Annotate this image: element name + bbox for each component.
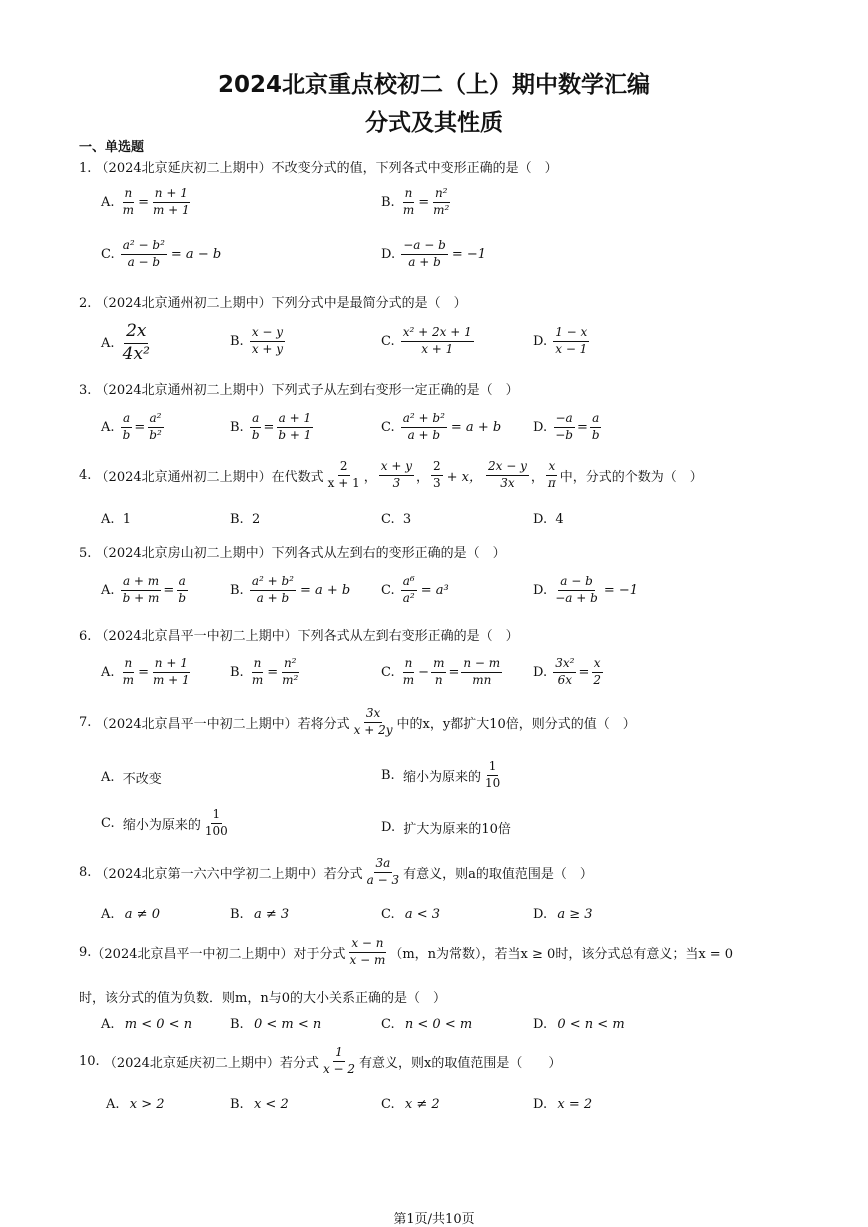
question-4-option-c: C. 3 xyxy=(381,512,412,527)
question-4-option-d: D. 4 xyxy=(533,512,564,527)
question-3-option-a: A. $\frac{a}{b}$ = $\frac{\text{a²}}{\text{b²}}$ xyxy=(101,411,162,442)
question-7-option-b: B. 缩小为原来的 1 10 xyxy=(381,759,501,790)
question-4-stem: 4. （2024北京通州初二上期中） 在代数式 2 x + 1 ， x + y 3 ， 2 3 + x， 2x − y 3x ， x π 中，分式的个数为（ ） xyxy=(79,459,703,490)
question-2-option-b: B. x − y x + y xyxy=(230,325,284,356)
question-6-stem: 6. （2024北京昌平一中初二上期中）下列各式从左到右变形正确的是（ ） xyxy=(79,629,519,644)
question-6-option-a: A. $\frac{n}{m}$ = $\frac{n + 1}{m + 1}$ xyxy=(101,656,190,687)
question-10-option-b: B. x < 2 xyxy=(230,1097,289,1112)
question-3-stem: 3. （2024北京通州初二上期中）下列式子从左到右变形一定正确的是（ ） xyxy=(79,383,519,398)
question-8-option-b: B. a ≠ 3 xyxy=(230,907,290,922)
question-7-option-c: C. 缩小为原来的 1 100 xyxy=(101,807,228,838)
question-2-option-c: C. x² + 2x + 1 x + 1 xyxy=(381,325,472,356)
question-6-option-c: C. n m − $\frac{m}{n}$ = $\frac{n - m}{mn}$ xyxy=(381,656,501,687)
question-4-option-a: A. 1 xyxy=(101,512,132,527)
document-subtitle: 分式及其性质 xyxy=(365,110,503,136)
question-5-option-b: B. $\frac{\text{a² + b²}}{a + b}$ = a + b xyxy=(230,574,351,605)
question-9-option-a: A. m < 0 < n xyxy=(101,1017,193,1032)
question-7-option-a: A. 不改变 xyxy=(101,770,162,787)
question-1-stem: 1. （2024北京延庆初二上期中）不改变分式的值，下列各式中变形正确的是（ ） xyxy=(79,161,558,176)
question-6-option-d: D. $\frac{\text{3x²}}{6x}$ = $\frac{x}{2}$ xyxy=(533,656,601,687)
question-1-option-d: D. $\frac{-a - b}{a + b}$ = −1 xyxy=(381,238,487,269)
question-5-option-d: D. $\frac{a - b}{-a + b}$ = −1 xyxy=(533,574,639,605)
question-5-option-a: A. $\frac{a + m}{b + m}$ = $\frac{a}{b}$ xyxy=(101,574,187,605)
question-5-option-c: C. $\frac{\text{a⁶}}{\text{a²}}$ = a³ xyxy=(381,574,449,605)
question-10-option-a: A. x > 2 xyxy=(106,1097,165,1112)
question-8-option-c: C. a < 3 xyxy=(381,907,441,922)
question-9-option-c: C. n < 0 < m xyxy=(381,1017,473,1032)
question-2-option-a: A. 2x 4x² xyxy=(101,321,150,364)
question-6-option-b: B. $\frac{n}{m}$ = $\frac{\text{n²}}{\text{m²}}$ xyxy=(230,656,299,687)
question-5-stem: 5. （2024北京房山初二上期中）下列各式从左到右的变形正确的是（ ） xyxy=(79,546,506,561)
question-2-stem: 2. （2024北京通州初二上期中）下列分式中是最简分式的是（ ） xyxy=(79,296,467,311)
question-9-stem: 9. （2024北京昌平一中初二上期中） 对于分式 x − n x − m （m，n为常数），若当x ≥ 0时，该分式总有意义；当x = 0 xyxy=(79,936,734,967)
question-4-option-b: B. 2 xyxy=(230,512,261,527)
page-footer: 第1页/共10页 xyxy=(393,1212,475,1227)
question-9-option-d: D. 0 < n < m xyxy=(533,1017,625,1032)
question-10-option-c: C. x ≠ 2 xyxy=(381,1097,440,1112)
question-9-option-b: B. 0 < m < n xyxy=(230,1017,322,1032)
question-3-option-d: D. $\frac{-a}{-b}$ = $\frac{a}{b}$ xyxy=(533,411,600,442)
question-7-option-d: D. 扩大为原来的10倍 xyxy=(381,820,511,837)
question-1-option-a: A. $\frac{n}{m}$ = $\frac{n + 1}{m + 1}$ xyxy=(101,186,190,217)
question-8-option-d: D. a ≥ 3 xyxy=(533,907,593,922)
question-8-stem: 8. （2024北京第一六六中学初二上期中） 若分式 3a a − 3 有意义，则a的取值范围是（ ） xyxy=(79,856,593,887)
question-3-option-c: C. $\frac{\text{a² + b²}}{a + b}$ = a + b xyxy=(381,411,502,442)
question-1-option-b: B. $\frac{n}{m}$ = $\frac{\text{n²}}{\text{m²}}$ xyxy=(381,186,450,217)
question-10-option-d: D. x = 2 xyxy=(533,1097,593,1112)
section-heading: 一、单选题 xyxy=(79,140,145,155)
question-8-option-a: A. a ≠ 0 xyxy=(101,907,160,922)
question-1-option-c: C. $\frac{\text{a² − b²}}{a - b}$ = a − b xyxy=(101,238,222,269)
document-title: 2024北京重点校初二（上）期中数学汇编 xyxy=(217,72,650,98)
question-7-stem: 7. （2024北京昌平一中初二上期中） 若将分式 3x x + 2y 中的x，y都扩大10倍，则分式的值（ ） xyxy=(79,706,636,737)
question-9-stem-line2: 时，该分式的值为负数．则m，n与0的大小关系正确的是（ ） xyxy=(79,991,446,1006)
question-10-stem: 10. （2024北京延庆初二上期中） 若分式 1 x − 2 有意义，则x的取值范围是（ ） xyxy=(79,1045,562,1076)
question-3-option-b: B. $\frac{a}{b}$ = $\frac{a + 1}{b + 1}$ xyxy=(230,411,312,442)
question-2-option-d: D. 1 − x x − 1 xyxy=(533,325,588,356)
